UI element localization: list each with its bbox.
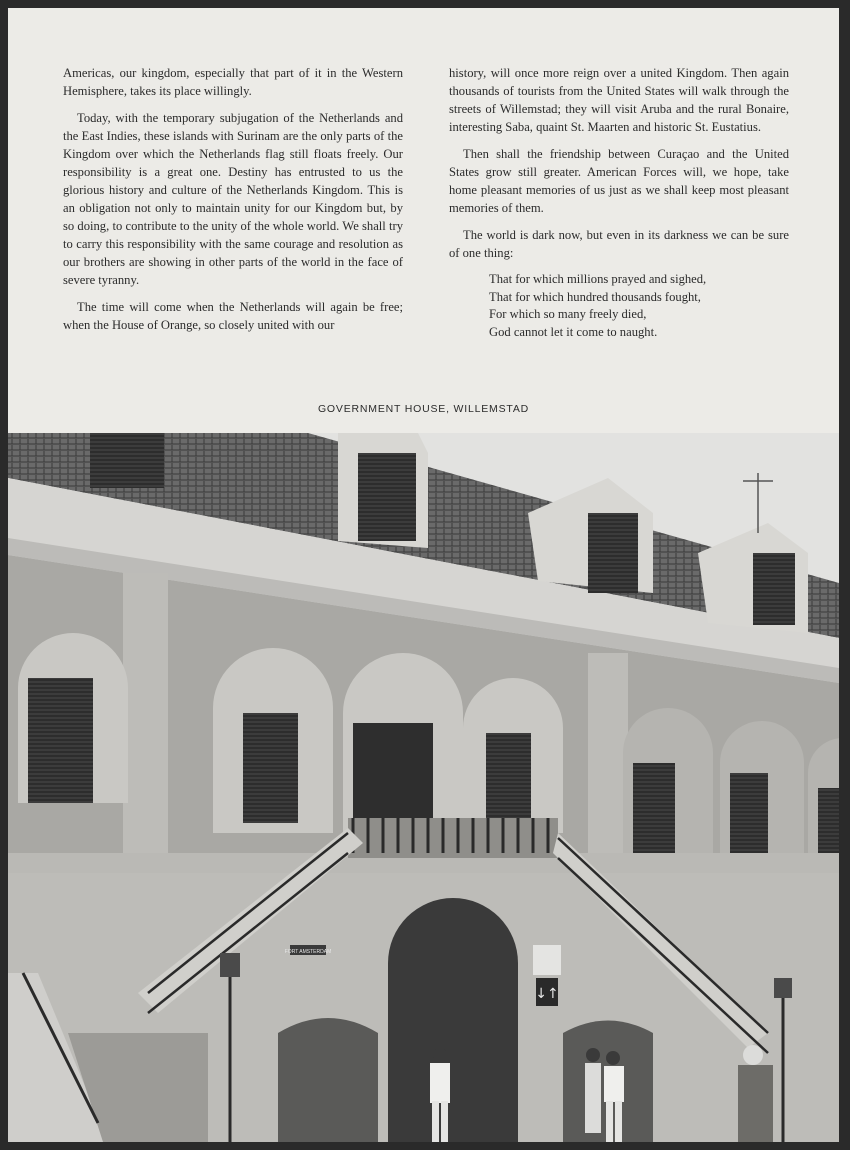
poem [489,271,789,341]
left-paragraph-2: Today, with the temporary subjugation of the Netherlands and the East Indies, these islands with Surinam are the only parts of the Kingdom over which the Netherlands flag still floats freely. Our responsibility is a great one. Destiny has entrusted to us the glorious history and culture of the Netherlands Kingdom. This is an obligation not only to maintain unity for our Kingdom but, by so doing, to contribute to the unity of the whole world. We shall try to carry this responsibility with the same courage and resolution as our brothers are showing in other parts of the world in the face of severe tyranny. [63,111,403,287]
arched-window [213,648,333,833]
poem-line: God cannot let it come to naught. [489,324,658,339]
right-text-column [449,64,789,341]
poem-line: That for which hundred thousands fought, [489,289,701,304]
arched-window [623,708,713,878]
dormer [338,433,428,548]
photo-caption: GOVERNMENT HOUSE, WILLEMSTAD [317,403,530,415]
page [8,8,839,1142]
arched-window [463,678,563,833]
right-paragraph-3: The world is dark now, but even in its darkness we can be sure of one thing: [449,228,789,260]
government-house-photo [8,433,839,1142]
right-paragraph-1: history, will once more reign over a united Kingdom. Then again thousands of tourists from the United States will walk through the streets of Willemstad; they will visit Aruba and the rural Bonaire, interesting Saba, quaint St. Maarten and historic St. Eustatius. [449,66,789,134]
left-text-column [63,64,403,343]
arched-window [343,653,463,833]
poem-line: That for which millions prayed and sighed, [489,272,707,286]
arched-window [18,633,128,803]
fort-sign: FORT AMSTERDAM [284,949,332,955]
arrow-sign-icon: ↓↑ [535,986,559,1002]
poem-line: For which so many freely died, [489,307,647,321]
left-paragraph-1: Americas, our kingdom, especially that part of it in the Western Hemisphere, takes its place willingly. [63,66,403,98]
right-paragraph-2: Then shall the friendship between Curaçao and the United States grow still greater. American Forces will, we hope, take home pleasant memories of us just as we shall keep most pleasant memories of them. [449,147,789,215]
left-paragraph-3: The time will come when the Netherlands will again be free; when the House of Orange, so closely united with our [63,300,403,332]
